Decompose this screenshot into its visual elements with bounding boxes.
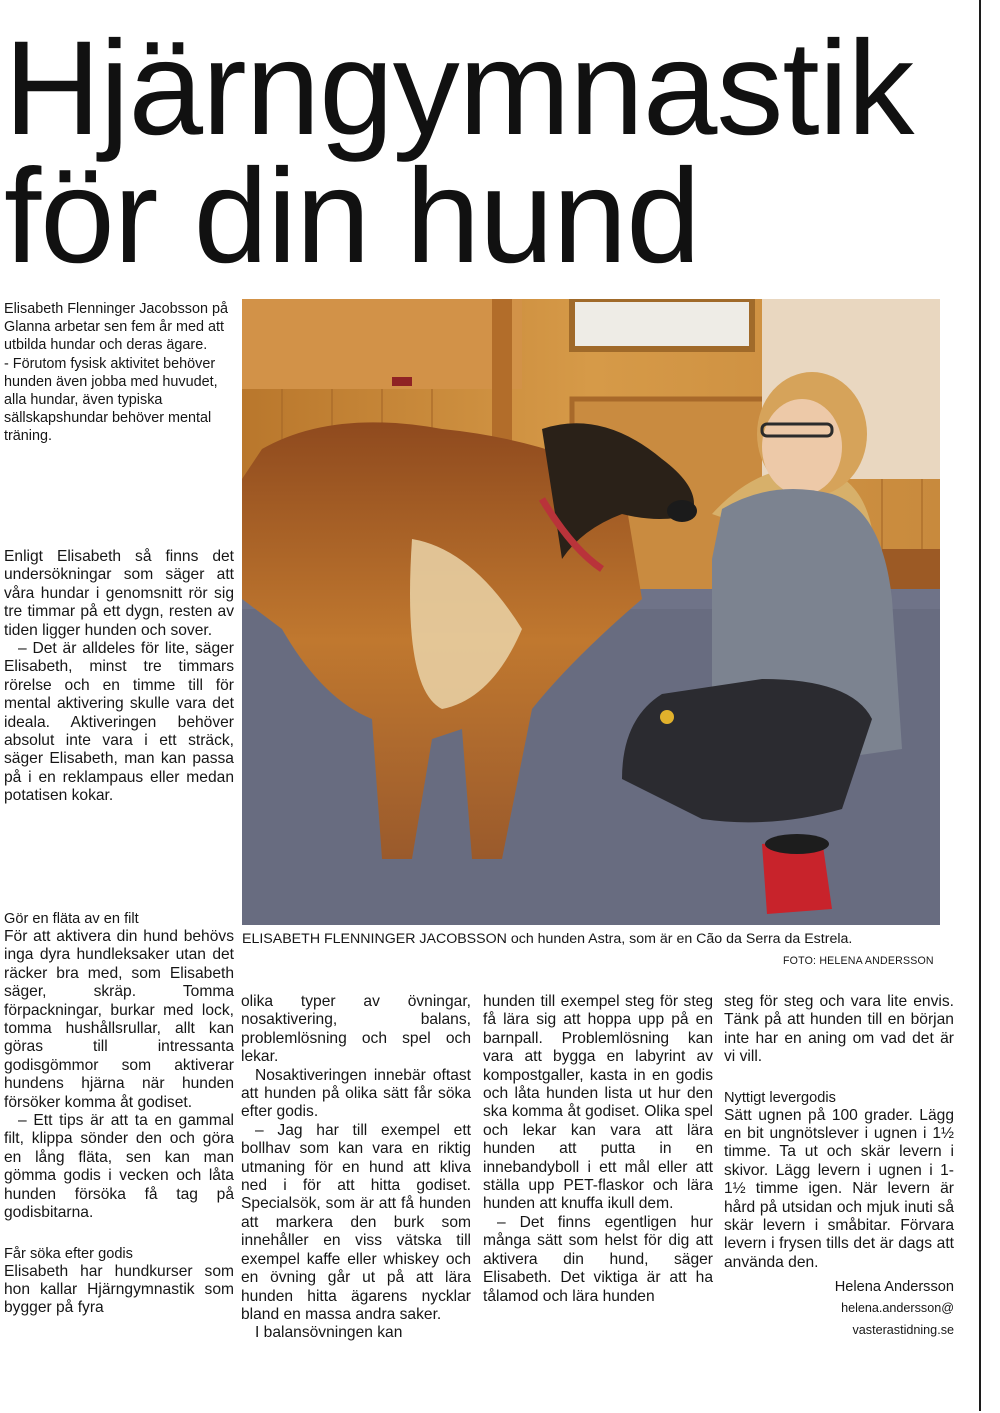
photo-caption: ELISABETH FLENNINGER JACOBSSON och hunden Astra, som är en Cão da Serra da Estrela. (242, 931, 853, 947)
column-1-top (4, 548, 234, 806)
author-byline: Helena Andersson (834, 1279, 954, 1296)
subheading-liver-treats: Nyttigt levergodis (724, 1089, 836, 1106)
photo-credit: FOTO: HELENA ANDERSSON (783, 955, 934, 967)
body-paragraph: I balansövningen kan (255, 1324, 403, 1342)
lead-text-1: Elisabeth Flenninger Jacobsson på Glanna arbetar sen fem år med att utbilda hundar och deras ägare. (4, 301, 228, 354)
body-paragraph: Elisabeth har hundkurser som hon kallar Hjärngymnastik som bygger på fyra (4, 1262, 234, 1317)
headline-line-1: Hjärngymnastik (4, 14, 914, 163)
subheading-treats: Får söka efter godis (4, 1245, 133, 1262)
lead-text-2: - Förutom fysisk aktivitet behöver hunden även jobba med huvudet, alla hundar, även typiska sällskapshundar behöver mental träning. (4, 355, 218, 445)
body-paragraph: Enligt Elisabeth så finns det undersökningar som säger att våra hundar i genomsnitt rör sig tre timmar på ett dygn, resten av tiden ligger hunden och sover. (4, 548, 234, 639)
body-paragraph: Nosaktiveringen innebär oftast att hunden på olika sätt får söka efter godis. (241, 1066, 471, 1121)
body-paragraph: Sätt ugnen på 100 grader. Lägg en bit ungnötslever i ugnen i 1½ timme. Ta ut och skär levern i skivor. Lägg levern i ugnen i 1-1½ timme igen. När levern är hård på utsidan och mjuk inuti så skär levern i småbitar. Förvara levern i frysen tills det är dags att använda den. (724, 1106, 954, 1271)
body-paragraph: hunden till exempel steg för steg få lära sig att hoppa upp på en barnpall. Problemlösning kan vara att bygga en labyrint av kompostgaller, kasta in en godis och låta hunden lista ut hur den ska komma åt godiset. Olika spel och lekar kan vara att lära hunden att putta in en innebandyboll i ett mål eller att ställa upp PET-flaskor och lära hunden att knuffa ikull dem. (483, 993, 713, 1213)
author-email-line-1: helena.andersson@ (841, 1300, 954, 1315)
lead-paragraph (4, 300, 234, 446)
headline-line-2: för din hund (4, 142, 700, 291)
column-1-bottom (4, 910, 234, 1318)
body-paragraph: – Jag har till exempel ett bollhav som kan vara en riktig utmaning för en hund att kliva ned i för att hitta godiset. Specialsök, som är att få hunden att markera den burk som innehåller en viss vätska till exempel kaffe eller whiskey och en övning går ut på att lära hunden hitta ägarens nycklar bland en massa andra saker. (241, 1121, 471, 1323)
photo-dog-and-trainer (242, 299, 940, 925)
body-paragraph: olika typer av övningar, nosaktivering, balans, problemlösning och spel och lekar. (241, 993, 471, 1066)
subheading-blanket: Gör en fläta av en filt (4, 911, 139, 927)
body-paragraph: – Det finns egentligen hur många sätt som helst för dig att aktivera din hund, säger Elisabeth. Det viktiga är att ha tålamod och lära hunden (483, 1213, 713, 1305)
body-paragraph: För att aktivera din hund behövs inga dyra hundleksaker utan det räcker bra med, som Elisabeth säger, skräp. Tomma förpackningar, burkar med lock, tomma hushållsrullar, allt kan göras till intressanta godisgömmor som aktiverar hundens hjärna när hunden försöker komma åt godiset. (4, 928, 234, 1111)
column-3 (483, 993, 713, 1306)
author-email-line-2: vasterastidning.se (852, 1322, 954, 1337)
body-paragraph: – Ett tips är att ta en gammal filt, klippa sönder den och göra en lång fläta, sen kan man gömma godis i vecken och låta hunden försöka få tag på godisbitarna. (4, 1112, 234, 1222)
body-paragraph: steg för steg och vara lite envis. Tänk på att hunden till en början inte har en aning om vad det är vi vill. (724, 993, 954, 1066)
body-paragraph: – Det är alldeles för lite, säger Elisabeth, minst tre timmars rörelse och en timme till för mental aktivering skulle vara det ideala. Aktiveringen behöver absolut inte vara i ett sträck, säger Elisabeth, man kan passa på i en reklampaus eller medan potatisen kokar. (4, 640, 234, 805)
column-4 (724, 993, 954, 1341)
article-photo (242, 299, 940, 925)
column-2 (241, 993, 471, 1343)
